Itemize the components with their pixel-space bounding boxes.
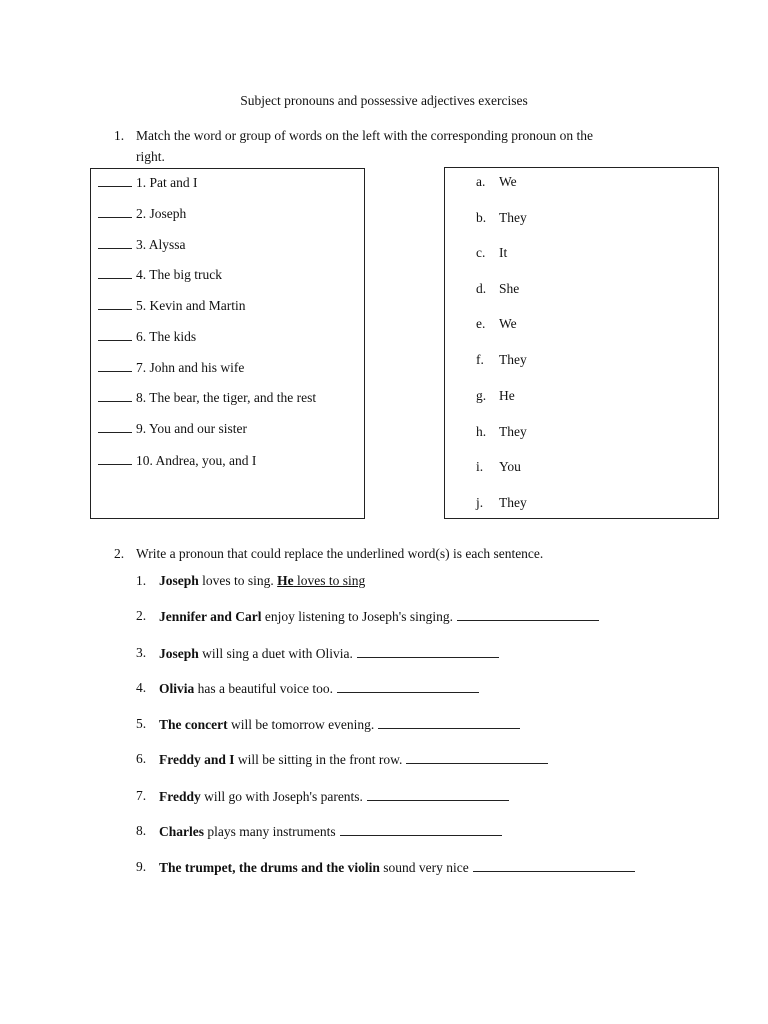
sample-answer: He loves to sing <box>277 573 366 588</box>
answer-line[interactable] <box>473 859 635 872</box>
sentence-number: 5. <box>136 716 147 731</box>
left-item[interactable]: 6. The kids <box>98 328 196 345</box>
answer-blank[interactable] <box>98 359 132 372</box>
question-1-instruction-line-2: right. <box>136 149 165 164</box>
right-item-letter: j. <box>476 495 484 510</box>
answer-blank[interactable] <box>98 174 132 187</box>
sentence-number: 7. <box>136 788 147 803</box>
right-item-letter: f. <box>476 352 484 367</box>
right-item-letter: a. <box>476 174 486 189</box>
right-item-pronoun: We <box>499 174 517 189</box>
answer-line[interactable] <box>367 788 509 801</box>
sentence-number: 8. <box>136 823 147 838</box>
right-item-letter: d. <box>476 281 487 296</box>
right-item-pronoun: She <box>499 281 520 296</box>
right-item-pronoun: You <box>499 459 521 474</box>
answer-blank[interactable] <box>98 236 132 249</box>
right-item-pronoun: It <box>499 245 508 260</box>
right-item-pronoun: We <box>499 316 517 331</box>
left-item[interactable]: 5. Kevin and Martin <box>98 297 245 314</box>
left-item[interactable]: 1. Pat and I <box>98 174 198 191</box>
answer-line[interactable] <box>340 823 502 836</box>
question-2-instruction: Write a pronoun that could replace the underlined word(s) is each sentence. <box>136 546 544 561</box>
answer-blank[interactable] <box>98 205 132 218</box>
sentence: Freddy and I will be sitting in the front row. <box>159 751 548 768</box>
sentence: Charles plays many instruments <box>159 823 502 840</box>
right-item-pronoun: They <box>499 495 527 510</box>
answer-blank[interactable] <box>98 297 132 310</box>
sentence-number: 2. <box>136 608 147 623</box>
sentence: Jennifer and Carl enjoy listening to Joseph's singing. <box>159 608 599 625</box>
sentence: Olivia has a beautiful voice too. <box>159 680 479 697</box>
right-item-letter: e. <box>476 316 486 331</box>
right-item-letter: c. <box>476 245 486 260</box>
left-item[interactable]: 3. Alyssa <box>98 236 186 253</box>
answer-blank[interactable] <box>98 420 132 433</box>
question-1-instruction-line-1: Match the word or group of words on the left with the corresponding pronoun on the <box>136 128 594 143</box>
right-item-pronoun: They <box>499 424 527 439</box>
answer-blank[interactable] <box>98 389 132 402</box>
right-item-pronoun: They <box>499 210 527 225</box>
worksheet-title: Subject pronouns and possessive adjectives exercises <box>240 93 528 108</box>
answer-blank[interactable] <box>98 328 132 341</box>
sentence: Freddy will go with Joseph's parents. <box>159 788 509 805</box>
right-item-pronoun: He <box>499 388 515 403</box>
right-item-letter: g. <box>476 388 487 403</box>
sentence-number: 6. <box>136 751 147 766</box>
answer-line[interactable] <box>378 716 520 729</box>
answer-blank[interactable] <box>98 266 132 279</box>
right-item-pronoun: They <box>499 352 527 367</box>
question-2-number: 2. <box>114 546 125 561</box>
sentence-number: 9. <box>136 859 147 874</box>
answer-line[interactable] <box>406 751 548 764</box>
left-item[interactable]: 10. Andrea, you, and I <box>98 452 256 469</box>
right-item-letter: b. <box>476 210 487 225</box>
sentence-number: 1. <box>136 573 147 588</box>
sentence-number: 4. <box>136 680 147 695</box>
left-item[interactable]: 9. You and our sister <box>98 420 247 437</box>
question-1-number: 1. <box>114 128 125 143</box>
left-item[interactable]: 8. The bear, the tiger, and the rest <box>98 389 316 406</box>
left-item[interactable]: 7. John and his wife <box>98 359 244 376</box>
left-item[interactable]: 4. The big truck <box>98 266 222 283</box>
sentence: The concert will be tomorrow evening. <box>159 716 520 733</box>
answer-line[interactable] <box>457 608 599 621</box>
left-item[interactable]: 2. Joseph <box>98 205 186 222</box>
sentence: Joseph will sing a duet with Olivia. <box>159 645 499 662</box>
sentence: The trumpet, the drums and the violin sound very nice <box>159 859 635 876</box>
right-item-letter: i. <box>476 459 484 474</box>
answer-line[interactable] <box>357 645 499 658</box>
answer-line[interactable] <box>337 680 479 693</box>
answer-blank[interactable] <box>98 452 132 465</box>
sentence: Joseph loves to sing. He loves to sing <box>159 573 366 588</box>
sentence-number: 3. <box>136 645 147 660</box>
right-item-letter: h. <box>476 424 487 439</box>
